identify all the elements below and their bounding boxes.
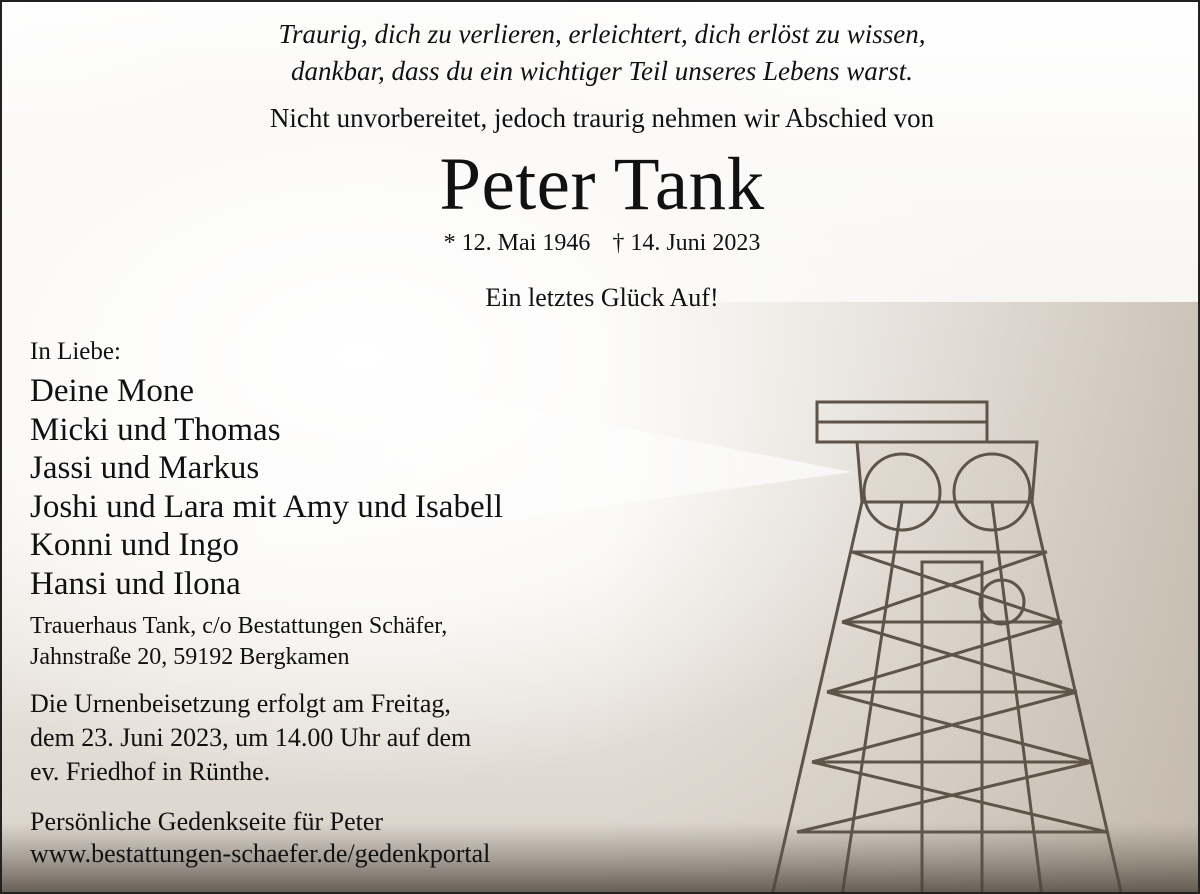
address-line: Jahnstraße 20, 59192 Bergkamen: [30, 644, 350, 670]
motto-line: dankbar, dass du ein wichtiger Teil unseres Lebens warst.: [290, 56, 913, 86]
funeral-service-info: [30, 687, 471, 789]
family-member: Deine Mone: [30, 373, 195, 409]
family-member: Joshi und Lara mit Amy und Isabell: [30, 488, 503, 525]
death-date: † 14. Juni 2023: [612, 230, 761, 256]
memorial-url: www.bestattungen-schaefer.de/gedenkportal: [30, 839, 491, 868]
family-list: [30, 372, 503, 603]
intro-text: Nicht unvorbereitet, jedoch traurig nehmen wir Abschied von: [269, 103, 935, 133]
farewell-line: Ein letztes Glück Auf!: [485, 283, 719, 312]
service-line: dem 23. Juni 2023, um 14.00 Uhr auf dem: [30, 723, 472, 752]
service-line: Die Urnenbeisetzung erfolgt am Freitag,: [30, 689, 451, 718]
memorial-label: Persönliche Gedenkseite für Peter: [30, 807, 384, 836]
family-member: Micki und Thomas: [30, 411, 281, 448]
service-line: ev. Friedhof in Rünthe.: [30, 757, 271, 786]
deceased-name: Peter Tank: [439, 143, 765, 226]
motto: [2, 16, 1200, 90]
family-member: Hansi und Ilona: [30, 565, 241, 602]
family-member: Jassi und Markus: [30, 450, 260, 486]
motto-line: Traurig, dich zu verlieren, erleichtert, dich erlöst zu wissen,: [278, 19, 926, 49]
in-love-label: In Liebe:: [30, 338, 121, 365]
memorial-page-info: [30, 806, 490, 870]
life-dates: [2, 230, 1200, 257]
mourning-address: [30, 611, 447, 673]
birth-date: * 12. Mai 1946: [443, 230, 591, 256]
address-line: Trauerhaus Tank, c/o Bestattungen Schäfer,: [30, 613, 448, 639]
family-member: Konni und Ingo: [30, 527, 239, 563]
